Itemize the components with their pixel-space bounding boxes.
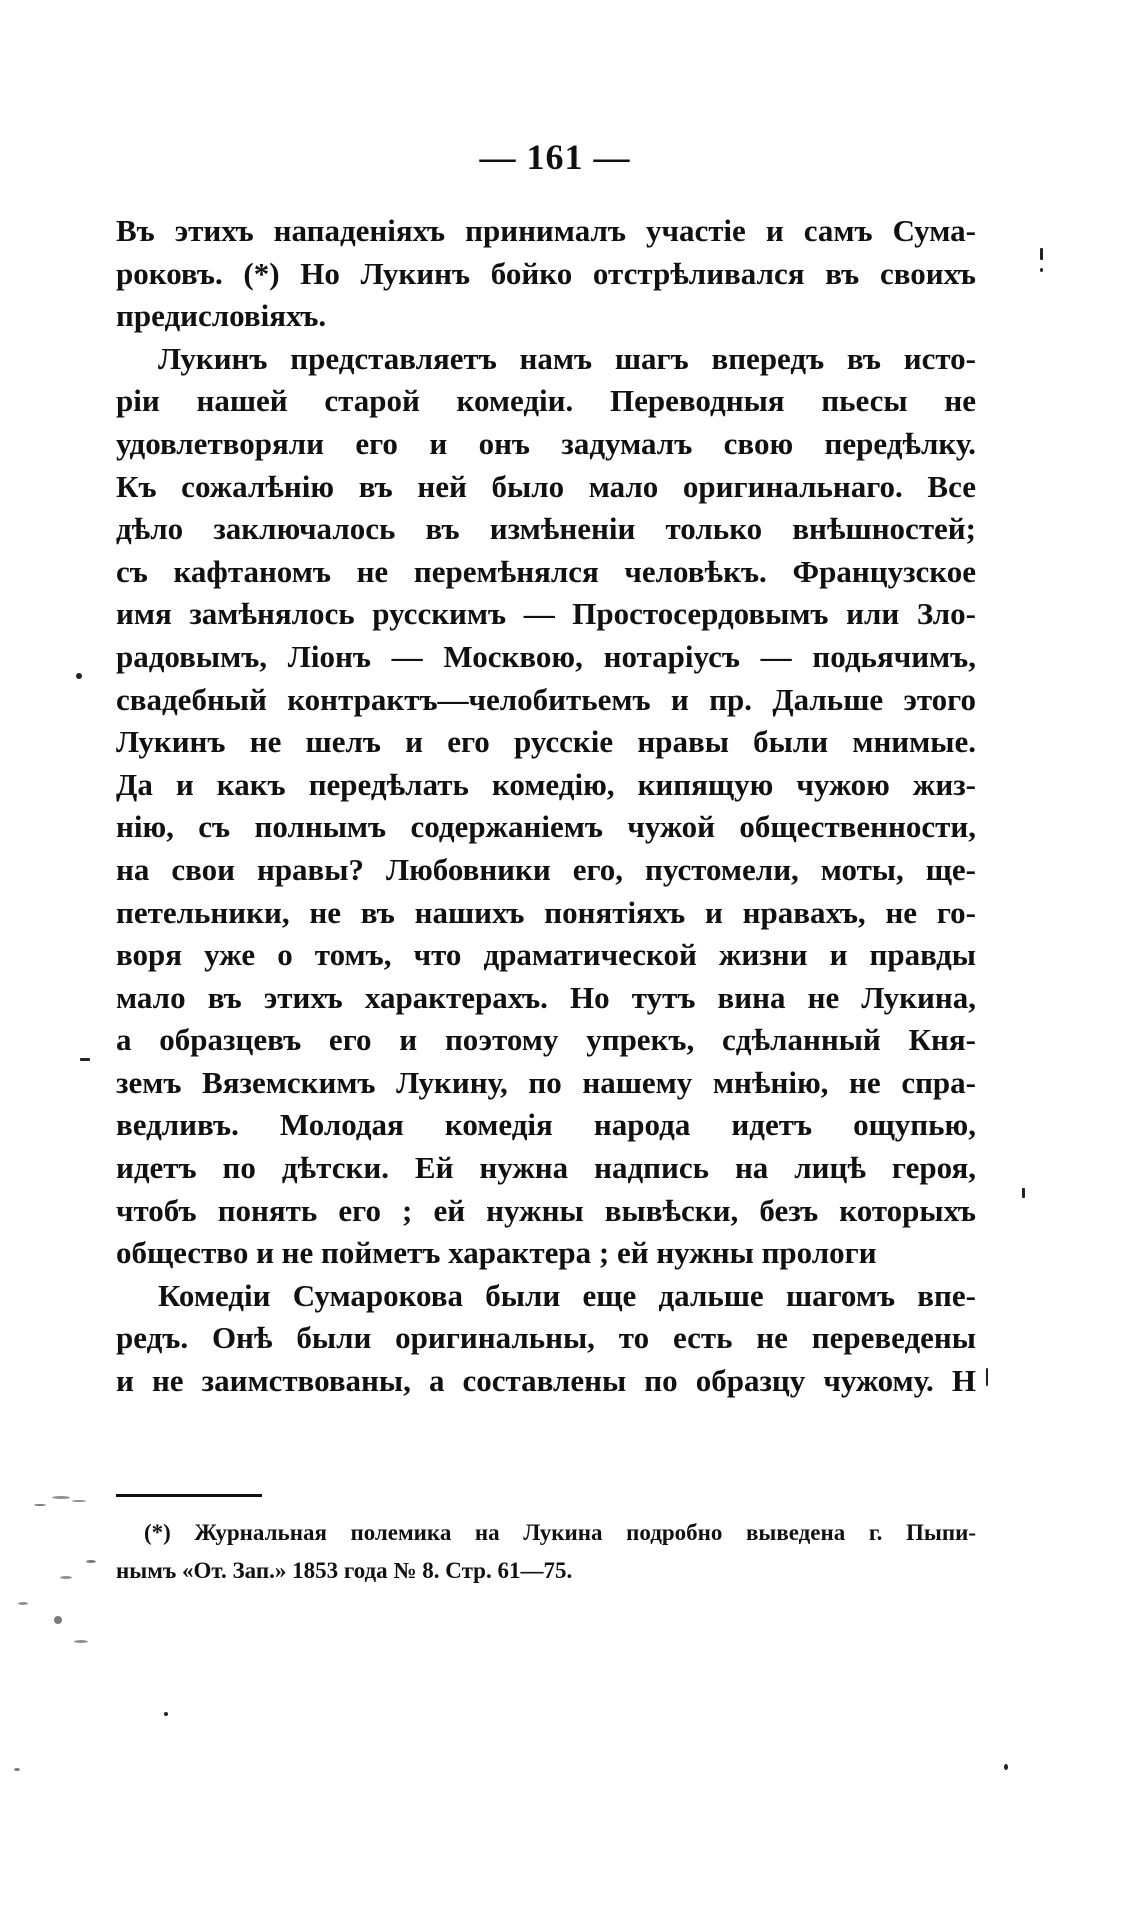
scan-speck [52, 1496, 70, 1499]
scan-speck [34, 1504, 46, 1506]
scan-speck [72, 1500, 86, 1502]
text-line: Да и какъ передѣлать комедiю, кипящую чужою жиз- [116, 766, 976, 802]
scan-speck [60, 1576, 72, 1579]
text-line: идетъ по дѣтски. Ей нужна надпись на лицѣ героя, [116, 1150, 976, 1186]
page-number: — 161 — [479, 137, 631, 177]
text-line: Лукинъ представляетъ намъ шагъ впередъ въ исто- [158, 340, 976, 376]
text-line: и не заимствованы, а составлены по образцу чужому. Н [116, 1363, 976, 1399]
text-line: роковъ. (*) Но Лукинъ бойко отстрѣливался въ своихъ [116, 255, 976, 291]
text-line: чтобъ понять его ; ей нужны вывѣски, безъ которыхъ [116, 1192, 976, 1228]
scan-speck [1004, 1764, 1008, 1770]
text-line: свадебный контрактъ—челобитьемъ и пр. Дальше этого [116, 681, 976, 717]
scan-speck [986, 1368, 988, 1386]
scan-speck [54, 1616, 62, 1624]
footnote-divider [116, 1494, 262, 1497]
scan-speck [86, 1560, 96, 1563]
scan-speck [164, 1712, 168, 1716]
text-line: земъ Вяземскимъ Лукину, по нашему мнѣнiю, не спра- [116, 1064, 976, 1100]
scan-speck [18, 1602, 28, 1605]
text-line: петельники, не въ нашихъ понятiяхъ и нравахъ, не го- [116, 894, 976, 930]
scan-speck [1040, 248, 1043, 260]
text-line: а образцевъ его и поэтому упрекъ, сдѣланный Кня- [116, 1022, 976, 1058]
footnote-line: (*) Журнальная полемика на Лукина подробно выведена г. Пыпи- [144, 1520, 976, 1545]
text-line: редъ. Онѣ были оригинальны, то есть не переведены [116, 1320, 976, 1356]
footnote-line: нымъ «От. Зап.» 1853 года № 8. Стр. 61—75. [116, 1558, 573, 1583]
scan-speck [80, 1058, 90, 1061]
text-line: рiи нашей старой комедiи. Переводныя пьесы не [116, 383, 976, 419]
text-line: Комедiи Сумарокова были еще дальше шагомъ впе- [158, 1277, 976, 1313]
scan-speck [1022, 1188, 1025, 1198]
text-line: предисловiяхъ. [116, 298, 327, 334]
text-line: имя замѣнялось русскимъ — Простосердовымъ или Зло- [116, 596, 976, 632]
text-line: Къ сожалѣнiю въ ней было мало оригинальнаго. Все [116, 468, 976, 504]
main-text [116, 210, 976, 1403]
scan-speck [14, 1768, 20, 1771]
text-line: на свои нравы? Любовники его, пустомели, моты, ще- [116, 851, 976, 887]
text-line: Лукинъ не шелъ и его русскiе нравы были мнимые. [116, 724, 976, 760]
text-line: съ кафтаномъ не перемѣнялся человѣкъ. Французское [116, 553, 976, 589]
scan-speck [74, 1640, 88, 1643]
text-line: Въ этихъ нападенiяхъ принималъ участiе и самъ Сума- [116, 213, 976, 248]
scan-speck [1040, 268, 1043, 272]
text-line: ведливъ. Молодая комедiя народа идетъ ощупью, [116, 1107, 976, 1143]
text-line: общество и не пойметъ характера ; ей нужны прологи [116, 1235, 877, 1271]
text-line: воря уже о томъ, что драматической жизни и правды [116, 937, 976, 973]
footnote [116, 1514, 976, 1590]
text-line: удовлетворяли его и онъ задумалъ свою передѣлку. [116, 425, 976, 461]
text-line: радовымъ, Лiонъ — Москвою, нотарiусъ — подьячимъ, [116, 638, 976, 674]
scan-speck [76, 673, 82, 679]
text-line: нiю, съ полнымъ содержанiемъ чужой общественности, [116, 809, 976, 845]
text-line: мало въ этихъ характерахъ. Но тутъ вина не Лукина, [116, 979, 976, 1015]
text-line: дѣло заключалось въ измѣненiи только внѣшностей; [116, 511, 976, 547]
